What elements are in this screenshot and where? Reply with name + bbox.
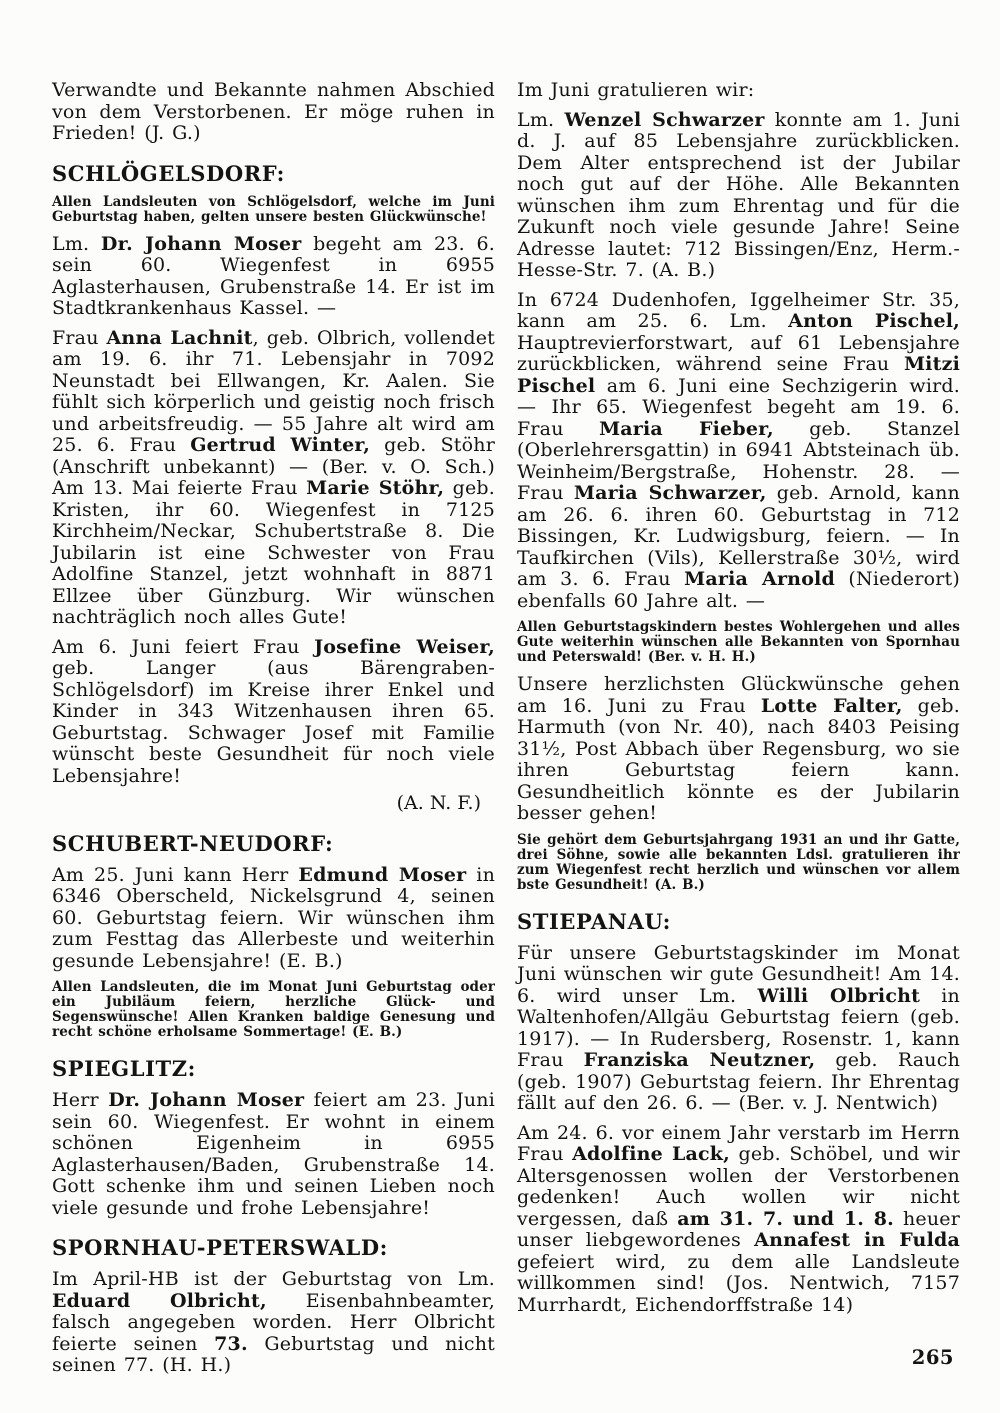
text: Unsere herzlichsten Glückwünsche gehen am 16. Juni zu Frau — [517, 673, 960, 717]
bold-text: Josefine Weiser, — [314, 635, 495, 658]
text: konnte am 1. Juni d. J. auf 85 Lebensjahre zurückblicken. Dem Alter entsprechend ist der Jubilar noch gut auf der Höhe. Alle Bekannten wünschen ihm zum Ehrentag und für die Zukunft noch viele gesunde Jahre! Seine Adresse lautet: 712 Bissingen/Enz, Herm.-Hesse-Str. 7. (A. B.) — [517, 108, 960, 281]
page-number: 265 — [911, 1346, 954, 1369]
text: , geb. Olbrich, vollendet am 19. 6. ihr 71. Lebensjahr in 7092 Neunstadt bei Ellwangen, Kr. Aalen. Sie fühlt sich körperlich und geistig noch frisch und arbeitsfreudig. — 55 Jahre alt wird am 25. 6. Frau — [52, 326, 495, 456]
paragraph — [517, 80, 960, 102]
bold-text: Mitzi Pischel — [517, 353, 960, 397]
text: Herr — [52, 1089, 109, 1111]
text: geb. Schöbel, und wir Altersgenossen wollen der Verstorbenen gedenken! Auch wollen wir nicht vergessen, daß — [517, 1143, 960, 1230]
text: feiert am 23. Juni sein 60. Wiegenfest. Er wohnt in einem schönen Eigenheim in 6955 Aglasterhausen/Baden, Grubenstraße 14. Gott schenke ihm und seinen Lieben noch viele gesunde und frohe Lebensjahre! — [52, 1089, 495, 1219]
right-column-text — [517, 80, 960, 1316]
bold-text: 73. — [214, 1332, 248, 1355]
bold-text: Willi Olbricht — [757, 984, 921, 1007]
bold-text: Maria Arnold — [684, 568, 835, 590]
bold-text: SCHLÖGELSDORF: — [52, 160, 285, 186]
section-heading — [52, 831, 495, 856]
text: Geburtstag und nicht seinen 77. (H. H.) — [52, 1332, 495, 1376]
paragraph — [52, 328, 495, 629]
bold-text: Adolfine Lack, — [572, 1143, 730, 1165]
bold-text: Anna Lachnit — [106, 326, 253, 349]
paragraph — [52, 1090, 495, 1219]
text: geb. Langer (aus Bärengraben-Schlögelsdorf) im Kreise ihrer Enkel und Kinder in 343 Witzenhausen ihren 65. Geburtstag. Schwager Josef mit Familie wünscht beste Gesundheit für noch viele Lebensjahre! — [52, 657, 495, 787]
paragraph — [517, 1123, 960, 1317]
text: Allen Landsleuten, die im Monat Juni Geburtstag oder ein Jubiläum feiern, herzliche Glück- und Segenswünsche! Allen Kranken baldige Genesung und recht schöne erholsame Sommertage! (E. B.) — [52, 979, 495, 1040]
text: geb. Stanzel (Oberlehrersgattin) in 6941 Abtsteinach üb. Weinheim/Bergstraße, Hohenstr. 28. — Frau — [517, 417, 960, 504]
text: am 6. Juni eine Sechzigerin wird. — Ihr 65. Wiegenfest begeht am 19. 6. Frau — [517, 374, 960, 440]
small-print-paragraph — [52, 980, 495, 1040]
bold-text: Dr. Johann Moser — [100, 232, 302, 255]
right-column — [517, 80, 960, 1385]
bold-text: Franziska Neutzner, — [583, 1049, 816, 1071]
bold-text: Anton Pischel, — [788, 310, 960, 332]
section-heading — [52, 1235, 495, 1260]
text: von Schlögelsdorf, welche im Juni Geburtstag haben, gelten unsere besten Glückwünsche! — [52, 193, 495, 225]
bold-text: STIEPANAU: — [517, 908, 671, 934]
bold-text: am 31. 7. und 1. 8. — [677, 1207, 894, 1230]
text: Am 6. Juni feiert Frau — [52, 635, 315, 658]
text: Im April-HB ist der Geburtstag von Lm. — [52, 1268, 495, 1290]
paragraph — [517, 290, 960, 613]
text: geb. Harmuth (von Nr. 40), nach 8403 Peising 31½, Post Abbach über Regensburg, wo sie ihren Geburtstag feiern kann. Gesundheitlich könnte es der Jubilarin besser gehen! — [517, 694, 960, 824]
bold-text: Edmund Moser — [298, 863, 467, 886]
paragraph — [517, 943, 960, 1115]
small-print-paragraph — [52, 195, 495, 225]
text: Lm. — [517, 108, 565, 131]
text: in Waltenhofen/Allgäu Geburtstag feiern (geb. 1917). — In Rudersberg, Rosenstr. 1, kann Frau — [517, 984, 960, 1071]
text: geb. Kristen, ihr 60. Wiegenfest in 7125 Kirchheim/Neckar, Schubertstraße 8. Die Jubilarin ist eine Schwester von Frau Adolfine Stanzel, jetzt wohnhaft in 8871 Ellzee über Günzburg. Wir wünschen nachträglich noch alles Gute! — [52, 477, 495, 628]
text: Im Juni gratulieren wir: — [517, 79, 755, 101]
bold-text: Wenzel Schwarzer — [564, 108, 765, 131]
small-print-paragraph — [517, 833, 960, 893]
paragraph — [52, 234, 495, 320]
small-print-paragraph — [517, 620, 960, 665]
text: Hauptrevierforstwart, auf 61 Lebensjahre zurückblicken, während seine Frau — [517, 331, 960, 375]
bold-text: SPIEGLITZ: — [52, 1056, 197, 1081]
text: begeht am 23. 6. sein 60. Wiegenfest in 6955 Aglasterhausen, Grubenstraße 14. Er ist im Stadtkrankenhaus Kassel. — — [52, 232, 495, 319]
bold-text: SCHUBERT-NEUDORF: — [52, 830, 334, 856]
bold-text: SPORNHAU-PETERSWALD: — [52, 1235, 389, 1260]
paragraph — [517, 110, 960, 282]
bold-text: Dr. Johann Moser — [108, 1089, 305, 1111]
paragraph — [52, 1269, 495, 1377]
text: geb. Rauch (geb. 1907) Geburtstag feiern. Ihr Ehrentag fällt auf den 26. 6. — (Ber. v. J. Nentwich) — [517, 1049, 961, 1114]
text: geb. Stöhr (Anschrift unbekannt) — (Ber. v. O. Sch.) Am 13. Mai feierte Frau — [52, 434, 495, 499]
bold-text: Lotte Falter, — [760, 694, 903, 717]
text: Eisenbahnbeamter, falsch angegeben worden. Herr Olbricht feierte seinen — [52, 1289, 496, 1355]
paragraph — [517, 674, 960, 825]
text: Lm. — [52, 232, 101, 255]
bold-text: Gertrud Winter, — [190, 434, 371, 456]
bold-text: Maria Schwarzer, — [573, 482, 767, 504]
text: (A. N. F.) — [396, 792, 481, 814]
bold-text: Marie Stöhr, — [306, 477, 445, 499]
text: gefeiert wird, zu dem alle Landsleute willkommen sind! (Jos. Nentwich, 7157 Murrhardt, Eichendorffstraße 14) — [517, 1250, 960, 1316]
bold-text: Allen Landsleuten — [52, 193, 198, 210]
text: Allen Geburtstagskindern bestes Wohlergehen und alles Gute weiterhin wünschen alle Bekannten von Spornhau und Peterswald! (Ber. v. H. H.) — [517, 619, 960, 665]
text: In 6724 Dudenhofen, Iggelheimer Str. 35, kann am 25. 6. Lm. — [517, 288, 960, 332]
section-heading — [52, 161, 495, 186]
paragraph — [52, 637, 495, 788]
text: Verwandte und Bekannte nahmen Abschied von dem Verstorbenen. Er möge ruhen in Frieden! (J. G.) — [52, 79, 495, 144]
paragraph — [52, 865, 495, 973]
section-heading — [52, 1056, 495, 1081]
bold-text: Annafest in Fulda — [754, 1229, 960, 1251]
text: Am 24. 6. vor einem Jahr verstarb im Herrn Frau — [517, 1121, 960, 1165]
text-columns — [52, 80, 960, 1385]
text: in 6346 Oberscheld, Nickelsgrund 4, seinen 60. Geburtstag feiern. Wir wünschen ihm zum Festtag das Allerbeste und weiterhin gesunde Lebensjahre! (E. B.) — [52, 863, 496, 972]
text: heuer unser liebgewordenes — [517, 1207, 960, 1251]
section-heading — [517, 909, 960, 934]
left-column — [52, 80, 495, 1385]
text: Am 25. Juni kann Herr — [52, 863, 299, 886]
signature-initials — [52, 793, 495, 815]
paragraph — [52, 80, 495, 145]
text: (Niederort) ebenfalls 60 Jahre alt. — — [517, 568, 961, 612]
text: Sie gehört dem Geburtsjahrgang 1931 an und ihr Gatte, drei Söhne, sowie alle bekannten Ldsl. gratulieren ihr zum Wiegenfest recht herzlich und wünschen vor allem bste Gesundheit! (A. B.) — [517, 831, 960, 893]
text: geb. Arnold, kann am 26. 6. ihren 60. Geburtstag in 712 Bissingen, Kr. Ludwigsburg, feiern. — In Taufkirchen (Vils), Kellerstraße 30½, wird am 3. 6. Frau — [517, 482, 960, 590]
bold-text: Maria Fieber, — [599, 417, 774, 440]
text: Frau — [52, 326, 107, 349]
bold-text: Eduard Olbricht, — [52, 1289, 267, 1312]
text: Für unsere Geburtstagskinder im Monat Juni wünschen wir gute Gesundheit! Am 14. 6. wird unser Lm. — [517, 941, 960, 1007]
